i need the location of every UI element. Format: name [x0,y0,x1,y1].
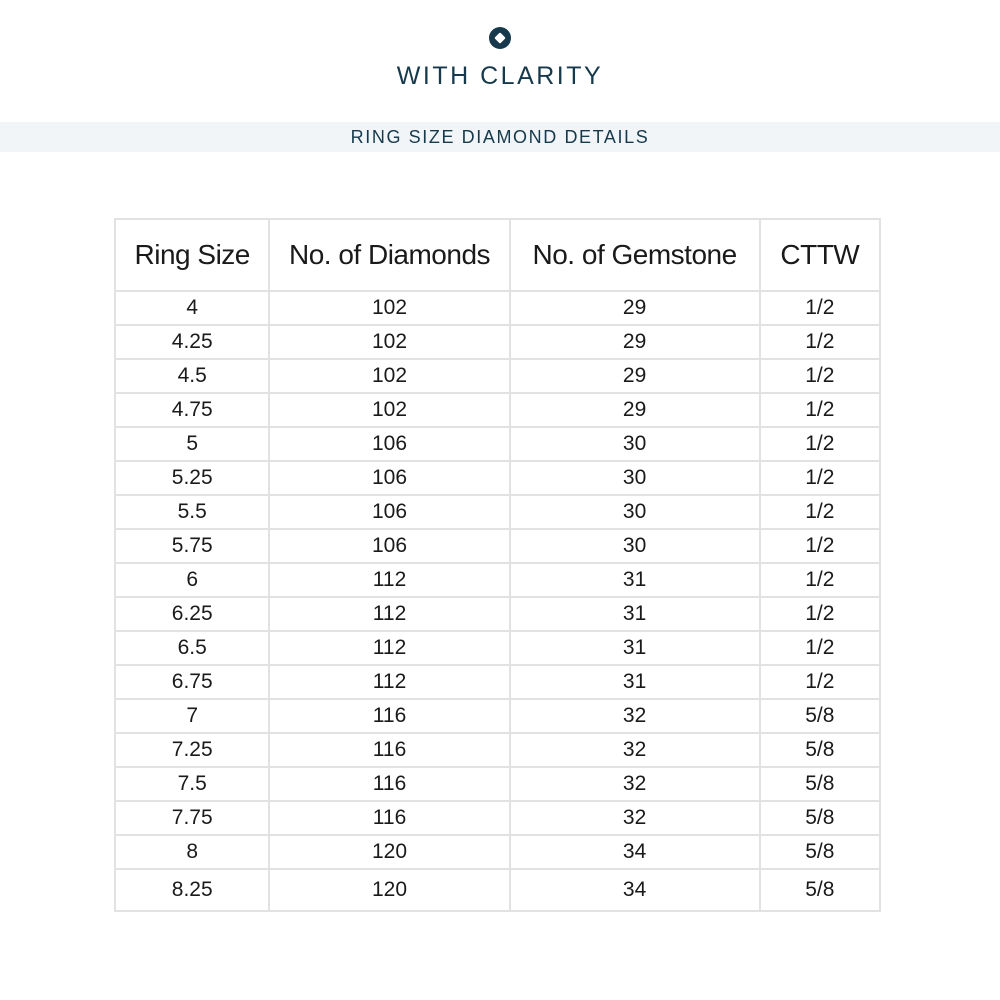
header-ring-size: Ring Size [115,219,269,291]
brand-name: WITH CLARITY [396,62,604,90]
section-title: RING SIZE DIAMOND DETAILS [350,127,650,147]
table-row [115,631,880,665]
cell-diamonds: 102 [269,291,509,325]
cell-ring-size: 8 [115,835,269,869]
cell-cttw: 1/2 [760,563,880,597]
cell-ring-size: 7 [115,699,269,733]
table-row [115,461,880,495]
cell-cttw: 5/8 [760,801,880,835]
table-row [115,529,880,563]
cell-cttw: 1/2 [760,291,880,325]
header-diamonds: No. of Diamonds [269,219,509,291]
cell-gemstone: 29 [510,359,760,393]
cell-cttw: 1/2 [760,631,880,665]
cell-ring-size: 5 [115,427,269,461]
cell-ring-size: 4.5 [115,359,269,393]
cell-diamonds: 112 [269,597,509,631]
cell-cttw: 1/2 [760,529,880,563]
cell-diamonds: 102 [269,393,509,427]
cell-ring-size: 7.5 [115,767,269,801]
cell-ring-size: 4 [115,291,269,325]
cell-ring-size: 7.25 [115,733,269,767]
cell-gemstone: 32 [510,801,760,835]
cell-diamonds: 102 [269,359,509,393]
table-row [115,427,880,461]
cell-ring-size: 8.25 [115,869,269,911]
cell-gemstone: 29 [510,393,760,427]
table-row [115,325,880,359]
cell-gemstone: 30 [510,427,760,461]
cell-ring-size: 4.75 [115,393,269,427]
cell-cttw: 1/2 [760,359,880,393]
section-banner [0,122,1000,152]
table-row [115,733,880,767]
cell-gemstone: 34 [510,869,760,911]
cell-cttw: 1/2 [760,461,880,495]
cell-gemstone: 30 [510,495,760,529]
cell-gemstone: 32 [510,767,760,801]
cell-gemstone: 31 [510,563,760,597]
cell-cttw: 1/2 [760,427,880,461]
cell-diamonds: 102 [269,325,509,359]
cell-diamonds: 120 [269,869,509,911]
brand-logo-icon [489,27,511,49]
cell-cttw: 5/8 [760,835,880,869]
table-row [115,495,880,529]
header-cttw: CTTW [760,219,880,291]
table-row [115,291,880,325]
header-gemstone: No. of Gemstone [510,219,760,291]
cell-gemstone: 31 [510,597,760,631]
table-row [115,597,880,631]
cell-ring-size: 6.5 [115,631,269,665]
cell-cttw: 1/2 [760,665,880,699]
cell-diamonds: 106 [269,495,509,529]
cell-ring-size: 5.25 [115,461,269,495]
table-row [115,801,880,835]
cell-gemstone: 31 [510,665,760,699]
cell-ring-size: 6 [115,563,269,597]
table-row [115,563,880,597]
table-row [115,393,880,427]
table-row [115,359,880,393]
cell-cttw: 1/2 [760,325,880,359]
cell-ring-size: 5.75 [115,529,269,563]
cell-cttw: 1/2 [760,495,880,529]
cell-gemstone: 30 [510,529,760,563]
cell-ring-size: 5.5 [115,495,269,529]
cell-gemstone: 32 [510,699,760,733]
cell-cttw: 5/8 [760,869,880,911]
cell-cttw: 5/8 [760,733,880,767]
table-row [115,869,880,911]
cell-ring-size: 6.25 [115,597,269,631]
table-row [115,835,880,869]
table-header-row [115,219,880,291]
cell-gemstone: 34 [510,835,760,869]
ring-size-table [114,218,881,912]
table-row [115,699,880,733]
cell-diamonds: 112 [269,665,509,699]
cell-gemstone: 29 [510,325,760,359]
table-row [115,767,880,801]
cell-diamonds: 116 [269,699,509,733]
cell-diamonds: 112 [269,563,509,597]
cell-diamonds: 106 [269,461,509,495]
cell-ring-size: 6.75 [115,665,269,699]
cell-cttw: 1/2 [760,393,880,427]
cell-diamonds: 116 [269,801,509,835]
cell-gemstone: 32 [510,733,760,767]
cell-diamonds: 120 [269,835,509,869]
cell-diamonds: 106 [269,529,509,563]
cell-diamonds: 112 [269,631,509,665]
cell-gemstone: 30 [510,461,760,495]
cell-cttw: 5/8 [760,767,880,801]
cell-gemstone: 31 [510,631,760,665]
cell-ring-size: 7.75 [115,801,269,835]
cell-diamonds: 116 [269,733,509,767]
table-row [115,665,880,699]
cell-cttw: 5/8 [760,699,880,733]
cell-diamonds: 106 [269,427,509,461]
cell-diamonds: 116 [269,767,509,801]
cell-gemstone: 29 [510,291,760,325]
cell-ring-size: 4.25 [115,325,269,359]
cell-cttw: 1/2 [760,597,880,631]
